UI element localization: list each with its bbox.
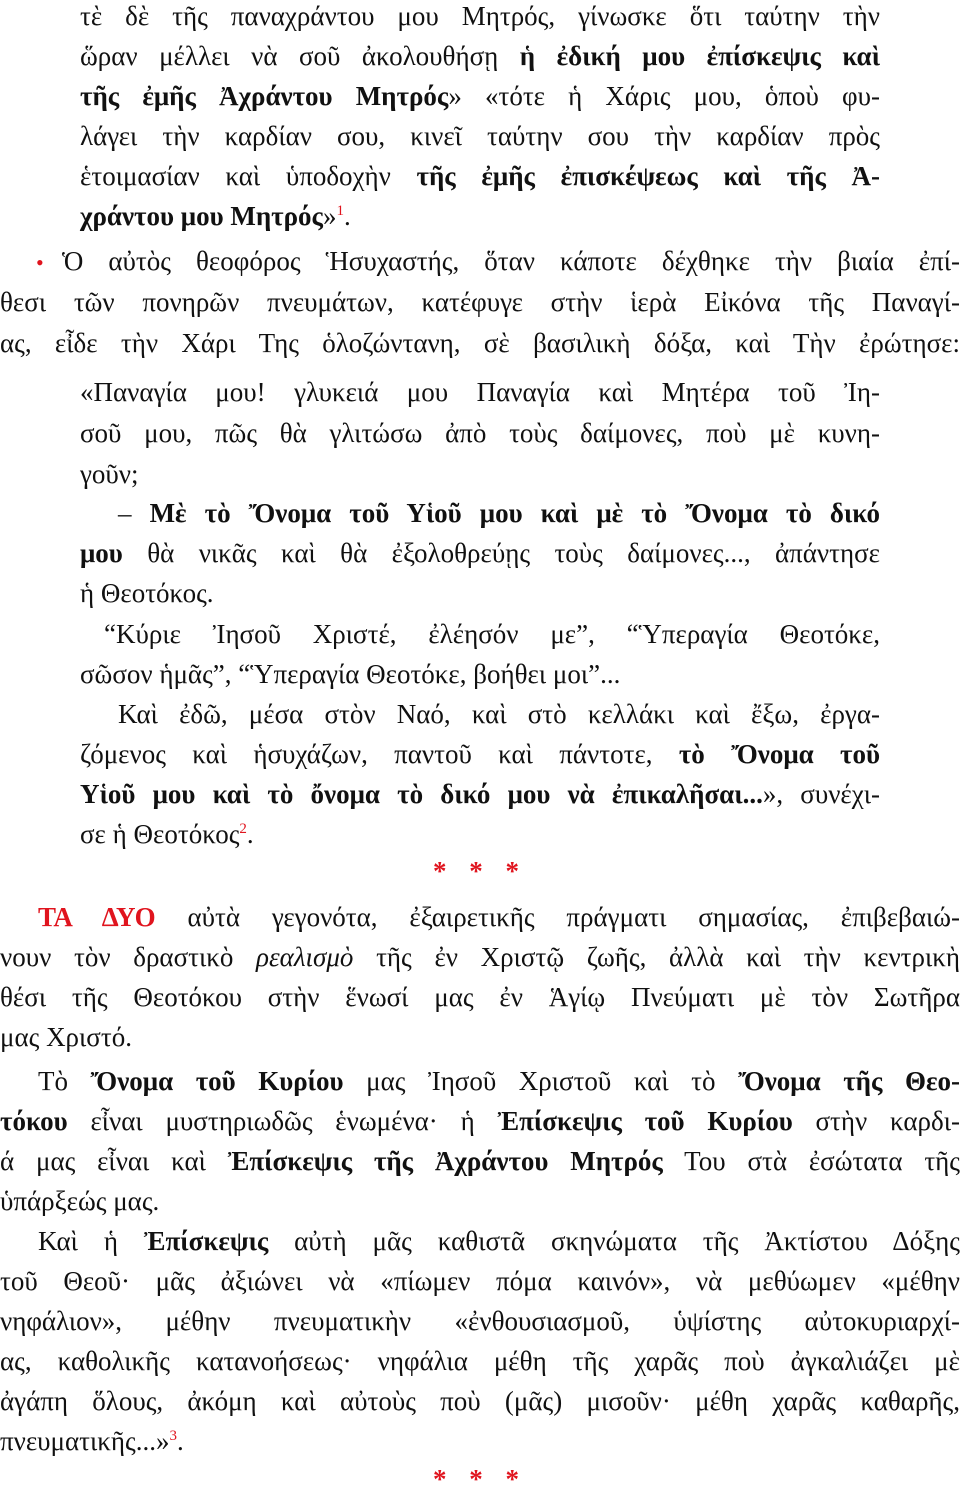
text-line — [80, 197, 880, 235]
text-span: ὥραν μέλλει νὰ σοῦ ἀκολουθήσῃ — [80, 41, 520, 71]
text-span: θέσι τῆς Θεοτόκου στὴν ἕνωσί μας ἐν Ἁγίῳ Πνεύματι μὲ τὸν Σωτῆρα — [0, 982, 960, 1012]
text-line — [80, 157, 880, 195]
bold-text: τῆς ἐμῆς Ἀχράντου Μητρός — [80, 81, 449, 111]
text-span: σε ἡ Θεοτόκος — [80, 819, 240, 849]
lead-in-heading: ΤΑ ΔΥΟ — [38, 902, 156, 932]
text-line — [0, 938, 960, 976]
bold-text: ἡ ἐδική μου ἐπίσκεψις καὶ — [519, 41, 880, 71]
text-line — [62, 242, 960, 280]
text-span: Καὶ ἡ — [38, 1226, 144, 1256]
text-line — [0, 1302, 960, 1340]
bold-text: Ἐπίσκεψις — [143, 1226, 269, 1256]
text-line — [0, 1182, 960, 1220]
text-line — [80, 37, 880, 75]
text-span: ας, καθολικῆς κατανοήσεως· νηφάλια μέθη τῆς χαρᾶς ποὺ ἀγκαλιάζει μὲ — [0, 1346, 960, 1376]
text-span: Του στὰ ἐσώτατα τῆς — [662, 1146, 960, 1176]
footnote-marker[interactable]: 1 — [336, 203, 344, 219]
text-line — [80, 655, 880, 693]
text-span: . — [246, 819, 254, 849]
text-line — [0, 1102, 960, 1140]
section-separator — [0, 1460, 960, 1498]
text-span: νουν τὸν δραστικὸ — [0, 942, 257, 972]
bold-text: Υἱοῦ μου καὶ τὸ ὄνομα τὸ δικό μου νὰ ἐπικαλῆσαι... — [80, 779, 763, 809]
text-span: » «τότε ἡ Χάρις μου, ὁποὺ φυ- — [448, 81, 880, 111]
text-span: », συνέχι- — [762, 779, 881, 809]
separator-stars: * * * — [433, 1464, 527, 1494]
bold-text: Ὄνομα τοῦ Κυρίου — [90, 1066, 344, 1096]
text-line — [80, 735, 880, 773]
text-span: θεσι τῶν πονηρῶν πνευμάτων, κατέφυγε στὴν ἱερὰ Εἰκόνα τῆς Παναγί- — [0, 287, 960, 317]
bold-text: χράντου μου Μητρός — [80, 201, 323, 231]
text-span: ἑτοιμασίαν καὶ ὑποδοχὴν — [80, 161, 417, 191]
text-span: ὑπάρξεώς μας. — [0, 1186, 160, 1216]
bold-text: τόκου — [0, 1106, 68, 1136]
text-line — [118, 695, 880, 733]
text-line — [104, 615, 880, 653]
text-line — [118, 494, 880, 532]
text-span: νηφάλιον», μέθην πνευματικὴν «ἐνθουσιασμοῦ, ὑψίστης αὐτοκυριαρχί- — [0, 1306, 960, 1336]
bold-text: Ἐπίσκεψις τῆς Ἀχράντου Μητρός — [227, 1146, 663, 1176]
bold-text: Ὄνομα τῆς Θεο- — [738, 1066, 960, 1096]
text-span: τῆς ἐν Χριστῷ ζωῆς, ἀλλὰ καὶ τὴν κεντρικὴ — [353, 942, 960, 972]
text-span: στὴν καρδι- — [792, 1106, 960, 1136]
text-line — [0, 324, 960, 362]
text-line — [80, 373, 880, 411]
text-span: Τὸ — [38, 1066, 91, 1096]
text-line — [80, 534, 880, 572]
text-line — [0, 1018, 960, 1056]
text-span: εἶναι μυστηριωδῶς ἑνωμένα· ἡ — [67, 1106, 498, 1136]
bold-text: τῆς ἐμῆς ἐπισκέψεως καὶ τῆς Ἀ- — [416, 161, 880, 191]
text-span: θὰ νικᾶς καὶ θὰ ἐξολοθρεύῃς τοὺς δαίμονες..., ἀπάντησε — [122, 538, 880, 568]
bold-text: μου — [80, 538, 123, 568]
text-line — [38, 898, 960, 936]
text-span: ἡ Θεοτόκος. — [80, 578, 214, 608]
text-span: πνευματικῆς...» — [0, 1426, 170, 1456]
text-line — [80, 77, 880, 115]
text-span: ας, εἶδε τὴν Χάρι Της ὁλοζώντανη, σὲ βασιλικὴ δόξα, καὶ Τὴν ἐρώτησε: — [0, 328, 960, 358]
text-line — [80, 815, 880, 853]
text-span: – — [118, 498, 150, 528]
text-line — [80, 117, 880, 155]
text-line — [80, 455, 880, 493]
text-line — [80, 775, 880, 813]
text-line — [0, 1422, 960, 1460]
text-line — [38, 1222, 960, 1260]
text-span: μας Ἰησοῦ Χριστοῦ καὶ τὸ — [343, 1066, 739, 1096]
bold-text: τὸ Ὄνομα τοῦ — [678, 739, 881, 769]
section-separator — [0, 852, 960, 890]
text-span: ά μας εἶναι καὶ — [0, 1146, 228, 1176]
text-span: Ὁ αὐτὸς θεοφόρος Ἡσυχαστής, ὅταν κάποτε δέχθηκε τὴν βιαία ἐπί- — [62, 246, 960, 276]
text-span: σοῦ μου, πῶς θὰ γλιτώσω ἀπὸ τοὺς δαίμονες, ποὺ μὲ κυνη- — [80, 418, 880, 448]
text-line — [38, 1062, 960, 1100]
text-line — [0, 283, 960, 321]
text-line — [0, 1262, 960, 1300]
text-line — [0, 1142, 960, 1180]
text-span: γοῦν; — [80, 459, 139, 489]
text-line — [0, 978, 960, 1016]
text-span: . — [343, 201, 351, 231]
text-line — [0, 1382, 960, 1420]
text-line — [80, 0, 880, 35]
bold-text: Μὲ τὸ Ὄνομα τοῦ Υἱοῦ μου καὶ μὲ τὸ Ὄνομα τὸ δικό — [149, 498, 881, 528]
text-span: ζόμενος καὶ ἡσυχάζων, παντοῦ καὶ πάντοτε, — [80, 739, 679, 769]
text-span: σῶσον ἡμᾶς”, “Ὑπεραγία Θεοτόκε, βοήθει μοι”... — [80, 659, 621, 689]
bullet-glyph: • — [36, 250, 44, 275]
text-span: . — [176, 1426, 184, 1456]
text-span: μας Χριστό. — [0, 1022, 132, 1052]
text-span: τοῦ Θεοῦ· μᾶς ἀξιώνει νὰ «πίωμεν πόμα καινόν», νὰ μεθύωμεν «μέθην — [0, 1266, 960, 1296]
footnote-marker[interactable]: 2 — [239, 821, 247, 837]
text-span: αὐτὰ γεγονότα, ἐξαιρετικῆς πράγματι σημασίας, ἐπιβεβαιώ- — [155, 902, 960, 932]
text-line — [80, 574, 880, 612]
text-span: “Κύριε Ἰησοῦ Χριστέ, ἐλέησόν με”, “Ὑπεραγία Θεοτόκε, — [104, 619, 880, 649]
text-span: Καὶ ἐδῶ, μέσα στὸν Ναό, καὶ στὸ κελλάκι καὶ ἔξω, ἐργα- — [118, 699, 880, 729]
text-span: » — [322, 201, 337, 231]
text-span: λάγει τὴν καρδίαν σου, κινεῖ ταύτην σου τὴν καρδίαν πρὸς — [80, 121, 880, 151]
italic-text: ρεαλισμὸ — [256, 942, 354, 972]
text-span: «Παναγία μου! γλυκειά μου Παναγία καὶ Μητέρα τοῦ Ἰη- — [80, 377, 880, 407]
text-line — [80, 414, 880, 452]
footnote-marker[interactable]: 3 — [169, 1428, 177, 1444]
bold-text: Ἐπίσκεψις τοῦ Κυρίου — [497, 1106, 793, 1136]
text-span: ἀγάπη ὅλους, ἀκόμη καὶ αὐτοὺς ποὺ (μᾶς) μισοῦν· μέθη χαρᾶς καθαρῆς, — [0, 1386, 960, 1416]
text-span: τὲ δὲ τῆς παναχράντου μου Μητρός, γίνωσκε ὅτι ταύτην τὴν — [80, 1, 880, 31]
text-span: αὐτὴ μᾶς καθιστᾶ σκηνώματα τῆς Ἀκτίστου Δόξης — [268, 1226, 960, 1256]
text-line — [0, 1342, 960, 1380]
separator-stars: * * * — [433, 856, 527, 886]
